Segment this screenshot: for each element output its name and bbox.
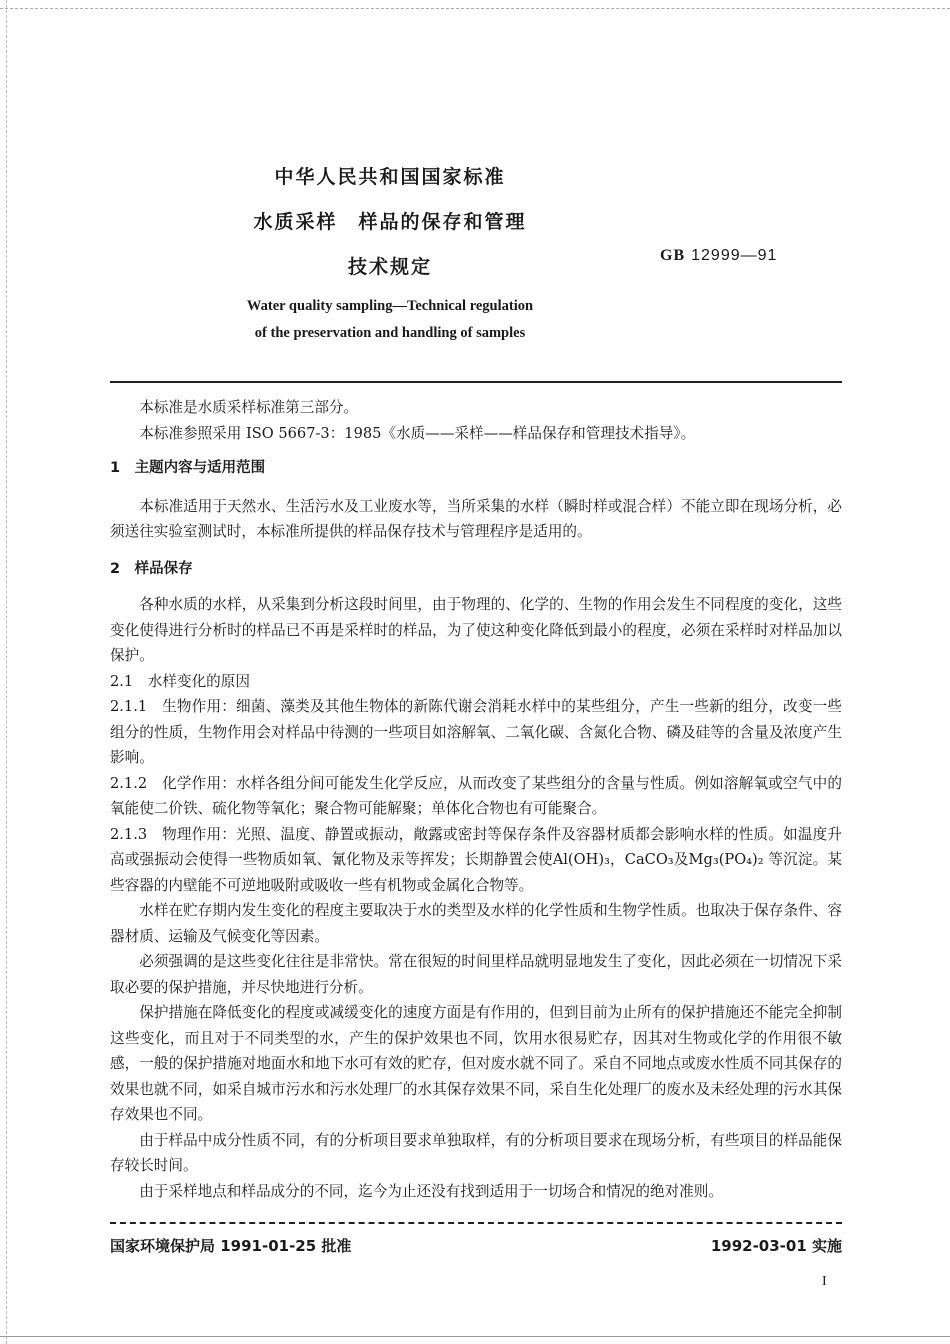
document-body bbox=[110, 395, 842, 1204]
section-heading: 2 样品保存 bbox=[110, 560, 193, 577]
intro-paragraph: 本标准是水质采样标准第三部分。 bbox=[139, 399, 359, 416]
paragraph: 保护措施在降低变化的程度或减缓变化的速度方面是有作用的，但到目前为止所有的保护措施还不能完全抑制这些变化，而且对于不同类型的水，产生的保护效果也不同，饮用水很易贮存，因其对生物或化学的作用很不敏感，一般的保护措施对地面水和地下水可有效的贮存，但对废水就不同了。采自不同地点或废水性质不同其保存的效果也就不同，如采自城市污水和污水处理厂的水其保存效果不同，采自生化处理厂的废水及未经处理的污水其保存效果也不同。 bbox=[110, 1004, 842, 1123]
intro-paragraph: 本标准参照采用 ISO 5667-3：1985《水质——采样——样品保存和管理技术指导》。 bbox=[139, 424, 696, 442]
scan-top-edge bbox=[0, 0, 950, 9]
approval-date: 国家环境保护局 1991-01-25 批准 bbox=[110, 1237, 352, 1255]
document-title-line2: 技术规定 bbox=[347, 256, 432, 278]
paragraph: 必须强调的是这些变化往往是非常快。常在很短的时间里样品就明显地发生了变化，因此必须在一切情况下采取必要的保护措施，并尽快地进行分析。 bbox=[110, 953, 842, 996]
english-title-line1: Water quality sampling—Technical regulation bbox=[246, 298, 534, 314]
page-number: I bbox=[822, 1274, 827, 1289]
standard-category-title: 中华人民共和国国家标准 bbox=[274, 166, 506, 188]
gb-prefix: GB bbox=[660, 247, 686, 264]
gb-number: 12999—91 bbox=[691, 247, 778, 264]
document-title-line1: 水质采样 样品的保存和管理 bbox=[253, 211, 527, 233]
header-divider bbox=[110, 381, 842, 383]
paragraph: 由于采样地点和样品成分的不同，迄今为止还没有找到适用于一切场合和情况的绝对准则。 bbox=[139, 1182, 723, 1200]
clause-2-1-2: 2.1.2 化学作用：水样各组分间可能发生化学反应，从而改变了某些组分的含量与性质。例如溶解氧或空气中的氧能使二价铁、硫化物等氧化；聚合物可能解聚；单体化合物也有可能聚合。 bbox=[110, 774, 842, 817]
clause-2-1-3: 2.1.3 物理作用：光照、温度、静置或振动，敞露或密封等保存条件及容器材质都会影响水样的性质。如温度升高或强振动会使得一些物质如氧、氰化物及汞等挥发；长期静置会使Al(OH)₃，CaCO₃及Mg₃(PO₄)₂ 等沉淀。某些容器的内壁能不可逆地吸附或吸收一些有机物或金属化合物等。 bbox=[110, 825, 842, 894]
paragraph: 各种水质的水样，从采集到分析这段时间里，由于物理的、化学的、生物的作用会发生不同程度的变化，这些变化使得进行分析时的样品已不再是采样时的样品，为了使这种变化降低到最小的程度，必须在采样时对样品加以保护。 bbox=[110, 596, 842, 664]
paragraph: 由于样品中成分性质不同，有的分析项目要求单独取样，有的分析项目要求在现场分析，有些项目的样品能保存较长时间。 bbox=[110, 1131, 842, 1174]
clause-2-1-1: 2.1.1 生物作用：细菌、藻类及其他生物体的新陈代谢会消耗水样中的某些组分，产生一些新的组分，改变一些组分的性质，生物作用会对样品中待测的一些项目如溶解氧、二氧化碳、含氮化合物、磷及硅等的含量及浓度产生影响。 bbox=[110, 698, 842, 766]
english-title-line2: of the preservation and handling of samples bbox=[254, 325, 526, 341]
effective-date: 1992-03-01 实施 bbox=[710, 1237, 842, 1255]
footer-divider bbox=[110, 1222, 842, 1224]
standard-number bbox=[660, 247, 777, 265]
scan-bottom-edge bbox=[0, 1336, 950, 1337]
paragraph: 水样在贮存期内发生变化的程度主要取决于水的类型及水样的化学性质和生物学性质。也取决于保存条件、容器材质、运输及气候变化等因素。 bbox=[110, 902, 842, 945]
subsection-heading: 2.1 水样变化的原因 bbox=[110, 672, 250, 690]
section-heading: 1 主题内容与适用范围 bbox=[110, 460, 266, 476]
paragraph: 本标准适用于天然水、生活污水及工业废水等，当所采集的水样（瞬时样或混合样）不能立即在现场分析，必须送往实验室测试时，本标准所提供的样品保存技术与管理程序是适用的。 bbox=[110, 497, 842, 540]
footer bbox=[110, 1235, 842, 1256]
scan-left-edge bbox=[6, 0, 7, 1344]
